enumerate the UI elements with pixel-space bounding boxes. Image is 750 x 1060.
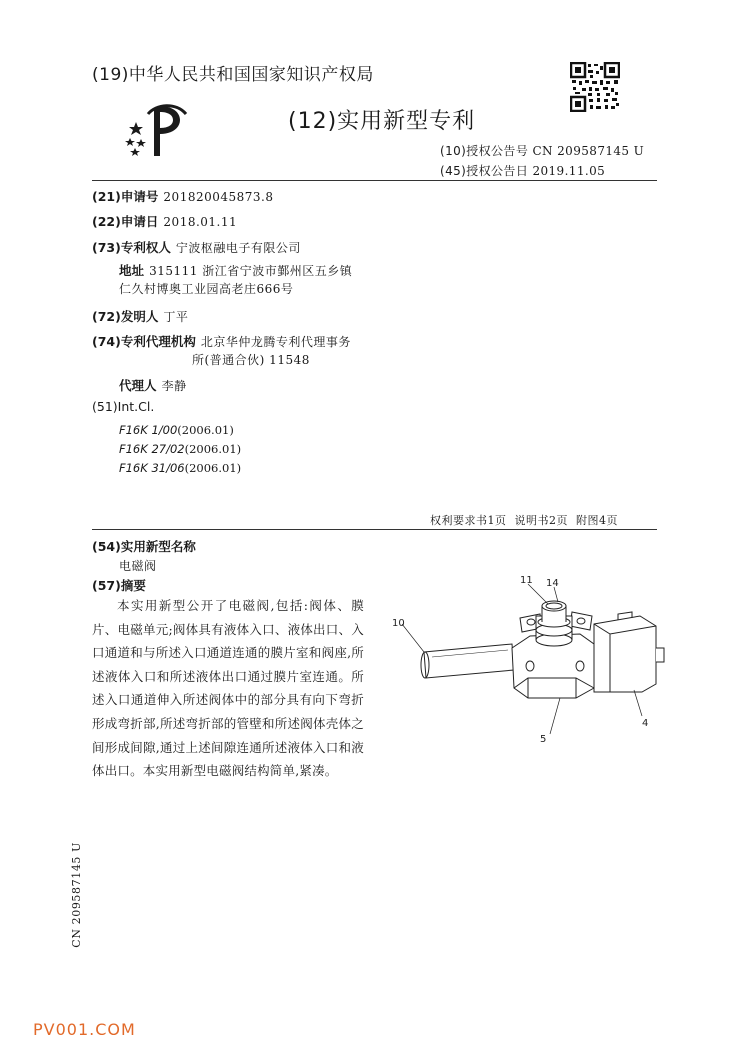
- publication-number-label: (10)授权公告号: [440, 144, 529, 158]
- filing-date-row: [92, 211, 237, 230]
- agency-line-1: 北京华仲龙腾专利代理事务: [200, 335, 351, 349]
- ipc-code: F16K 27/02: [119, 442, 185, 456]
- publication-date-value: 2019.11.05: [532, 164, 606, 178]
- filing-date-label: (22)申请日: [92, 214, 159, 229]
- part-label: 10: [392, 618, 405, 629]
- part-label: 5: [540, 734, 547, 745]
- application-number-value: 201820045873.8: [163, 190, 274, 204]
- agency-row: [92, 331, 351, 350]
- publication-date-label: (45)授权公告日: [440, 164, 529, 178]
- ipc-entry: [119, 457, 241, 476]
- vertical-publication-number: CN 209587145 U: [70, 842, 83, 948]
- ipc-entry: [119, 438, 241, 457]
- address-line-2: 仁久村博奥工业园高老庄666号: [119, 282, 294, 296]
- agency-label: (74)专利代理机构: [92, 334, 196, 349]
- utility-model-title: 电磁阀: [119, 559, 157, 573]
- application-number-label: (21)申请号: [92, 189, 159, 204]
- address-line-1: 315111 浙江省宁波市鄞州区五乡镇: [149, 264, 353, 278]
- abstract-text: 本实用新型公开了电磁阀,包括:阀体、膜片、电磁单元;阀体具有液体入口、液体出口、入口通道和与所述入口通道连通的膜片室和阀座,所述液体入口和所述液体出口通过膜片室连通。所述入口通道伸入所述阀体中的部分具有向下弯折形成弯折部,所述弯折部的管壁和所述阀体壳体之间形成间隙,通过上述间隙连通所述液体入口和液体出口。本实用新型电磁阀结构简单,紧凑。: [92, 598, 364, 779]
- watermark: PV001.COM: [33, 1020, 136, 1039]
- agent-label: 代理人: [119, 378, 157, 393]
- patentee-value: 宁波枢融电子有限公司: [175, 241, 301, 255]
- agent-row: [119, 375, 187, 394]
- document-type: (12)实用新型专利: [288, 109, 476, 134]
- header-divider: [92, 180, 657, 181]
- inventor-label: (72)发明人: [92, 309, 159, 324]
- part-label: 11: [520, 575, 533, 586]
- address-label: 地址: [119, 263, 145, 278]
- publication-number-value: CN 209587145 U: [532, 144, 645, 158]
- cnipa-logo-icon: [120, 100, 192, 162]
- ipc-code: F16K 1/00: [119, 423, 178, 437]
- ipc-entry: [119, 419, 234, 438]
- agent-value: 李静: [161, 379, 187, 393]
- agency-line-2: 所(普通合伙) 11548: [192, 353, 310, 367]
- publication-number-row: [440, 142, 644, 159]
- section-divider: [92, 529, 657, 530]
- part-label: 14: [546, 578, 559, 589]
- ipc-date: (2006.01): [184, 442, 242, 456]
- inventor-value: 丁平: [163, 310, 189, 324]
- part-label: 4: [642, 718, 649, 729]
- title-section-label: (54)实用新型名称: [92, 539, 196, 554]
- inventor-row: [92, 306, 188, 325]
- solenoid-valve-figure: [380, 570, 670, 750]
- ipc-date: (2006.01): [184, 461, 242, 475]
- page-counts: 权利要求书1页 说明书2页 附图4页: [430, 514, 618, 527]
- address-row: [119, 260, 352, 279]
- ipc-date: (2006.01): [177, 423, 234, 437]
- ipc-code: F16K 31/06: [119, 461, 185, 475]
- publication-date-row: [440, 162, 605, 179]
- patentee-label: (73)专利权人: [92, 240, 171, 255]
- patentee-row: [92, 237, 301, 256]
- office-name: (19)中华人民共和国国家知识产权局: [92, 65, 374, 85]
- filing-date-value: 2018.01.11: [163, 215, 238, 229]
- qr-code-icon: [570, 62, 620, 112]
- application-number-row: [92, 186, 274, 205]
- ipc-label: (51)Int.Cl.: [92, 399, 155, 414]
- abstract-label: (57)摘要: [92, 578, 146, 593]
